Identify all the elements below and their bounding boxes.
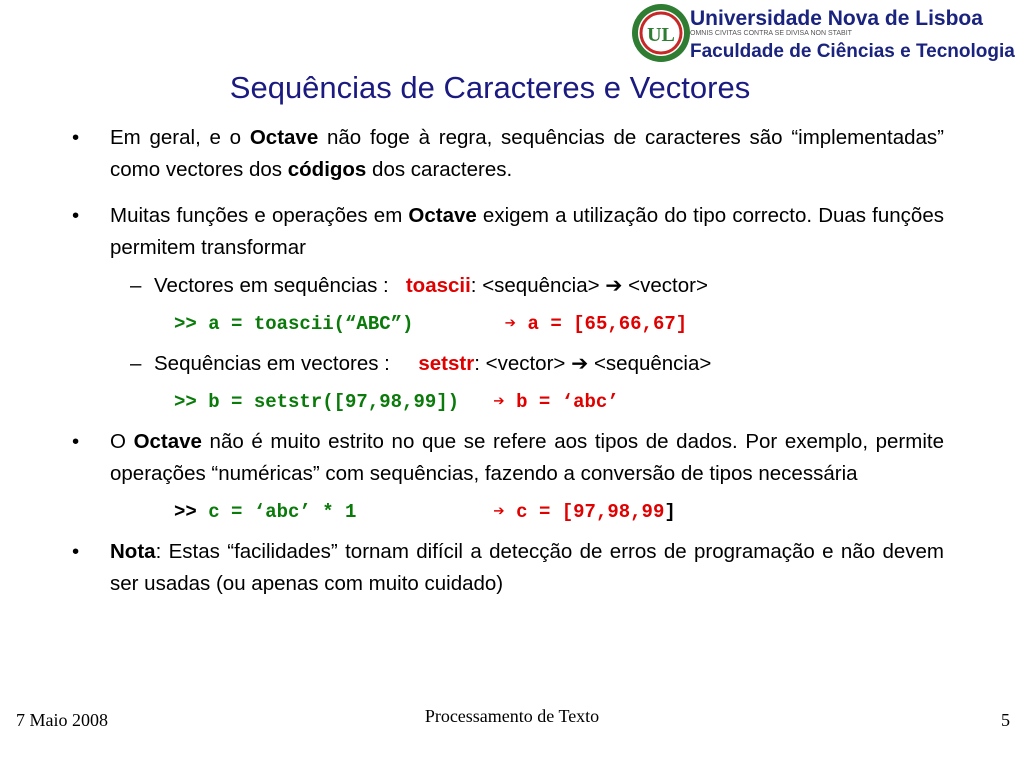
code-example — [72, 386, 944, 418]
footer-title: Processamento de Texto — [424, 706, 600, 726]
footer-date: 7 Maio 2008 — [16, 710, 108, 730]
sub-bullet-toascii: – Vectores em sequências : toascii: <sequência> ➔ <vector> — [72, 270, 944, 302]
code-command: >> b = setstr([97,98,99]) — [174, 391, 460, 413]
slide-title: Sequências de Caracteres e Vectores — [229, 70, 751, 105]
page-number: 5 — [1001, 710, 1010, 730]
university-seal-icon — [630, 2, 692, 64]
logo-faculty-name: Faculdade de Ciências e Tecnologia — [690, 41, 1015, 62]
code-result: a = [65,66,67] — [516, 313, 688, 335]
logo-university-name: Universidade Nova de Lisboa — [690, 7, 983, 30]
code-command: >> a = toascii(“ABC”) — [174, 313, 414, 335]
bullet-icon: • — [72, 126, 80, 149]
university-logo — [630, 2, 1022, 64]
code-prompt: >> — [174, 501, 209, 523]
bullet-point: • O Octave não é muito estrito no que se refere aos tipos de dados. Por exemplo, permite operações “numéricas” com sequências, fazendo a conversão de tipos necessária — [72, 426, 944, 490]
right-arrow-icon: ➔ — [493, 391, 505, 413]
slide-body — [72, 122, 944, 600]
slide-footer — [0, 702, 1024, 742]
code-example — [72, 308, 944, 340]
bullet-point: • Em geral, e o Octave não foge à regra, sequências de caracteres são “implementadas” como vectores dos códigos dos caracteres. — [72, 122, 944, 186]
sub-bullet-setstr: – Sequências em vectores : setstr: <vector> ➔ <sequência> — [72, 348, 944, 380]
bullet-icon: • — [72, 430, 80, 453]
code-result: c = [97,98,99 — [504, 501, 665, 523]
right-arrow-icon: ➔ — [504, 313, 517, 335]
dash-icon: – — [130, 352, 142, 375]
seal-letters: UL — [647, 24, 675, 46]
university-wordmark — [686, 2, 1022, 64]
code-example — [72, 496, 944, 528]
bullet-point: • Nota: Estas “facilidades” tornam difícil a detecção de erros de programação e não devem ser usadas (ou apenas com muito cuidado) — [72, 536, 944, 600]
function-name: setstr — [418, 352, 475, 375]
dash-icon: – — [130, 274, 142, 297]
right-arrow-icon: ➔ — [605, 274, 623, 297]
bullet-icon: • — [72, 540, 80, 563]
bullet-point: • Muitas funções e operações em Octave exigem a utilização do tipo correcto. Duas funções permitem transformar — [72, 200, 944, 264]
bullet-icon: • — [72, 204, 80, 227]
code-bracket: ] — [664, 501, 676, 523]
function-name: toascii — [405, 274, 471, 297]
code-result: b = ‘abc’ — [504, 391, 619, 413]
code-command: c = ‘abc’ * 1 — [208, 501, 357, 523]
right-arrow-icon: ➔ — [493, 501, 505, 523]
right-arrow-icon: ➔ — [571, 352, 589, 375]
logo-motto: OMNIS CIVITAS CONTRA SE DIVISA NON STABIT — [690, 30, 852, 37]
